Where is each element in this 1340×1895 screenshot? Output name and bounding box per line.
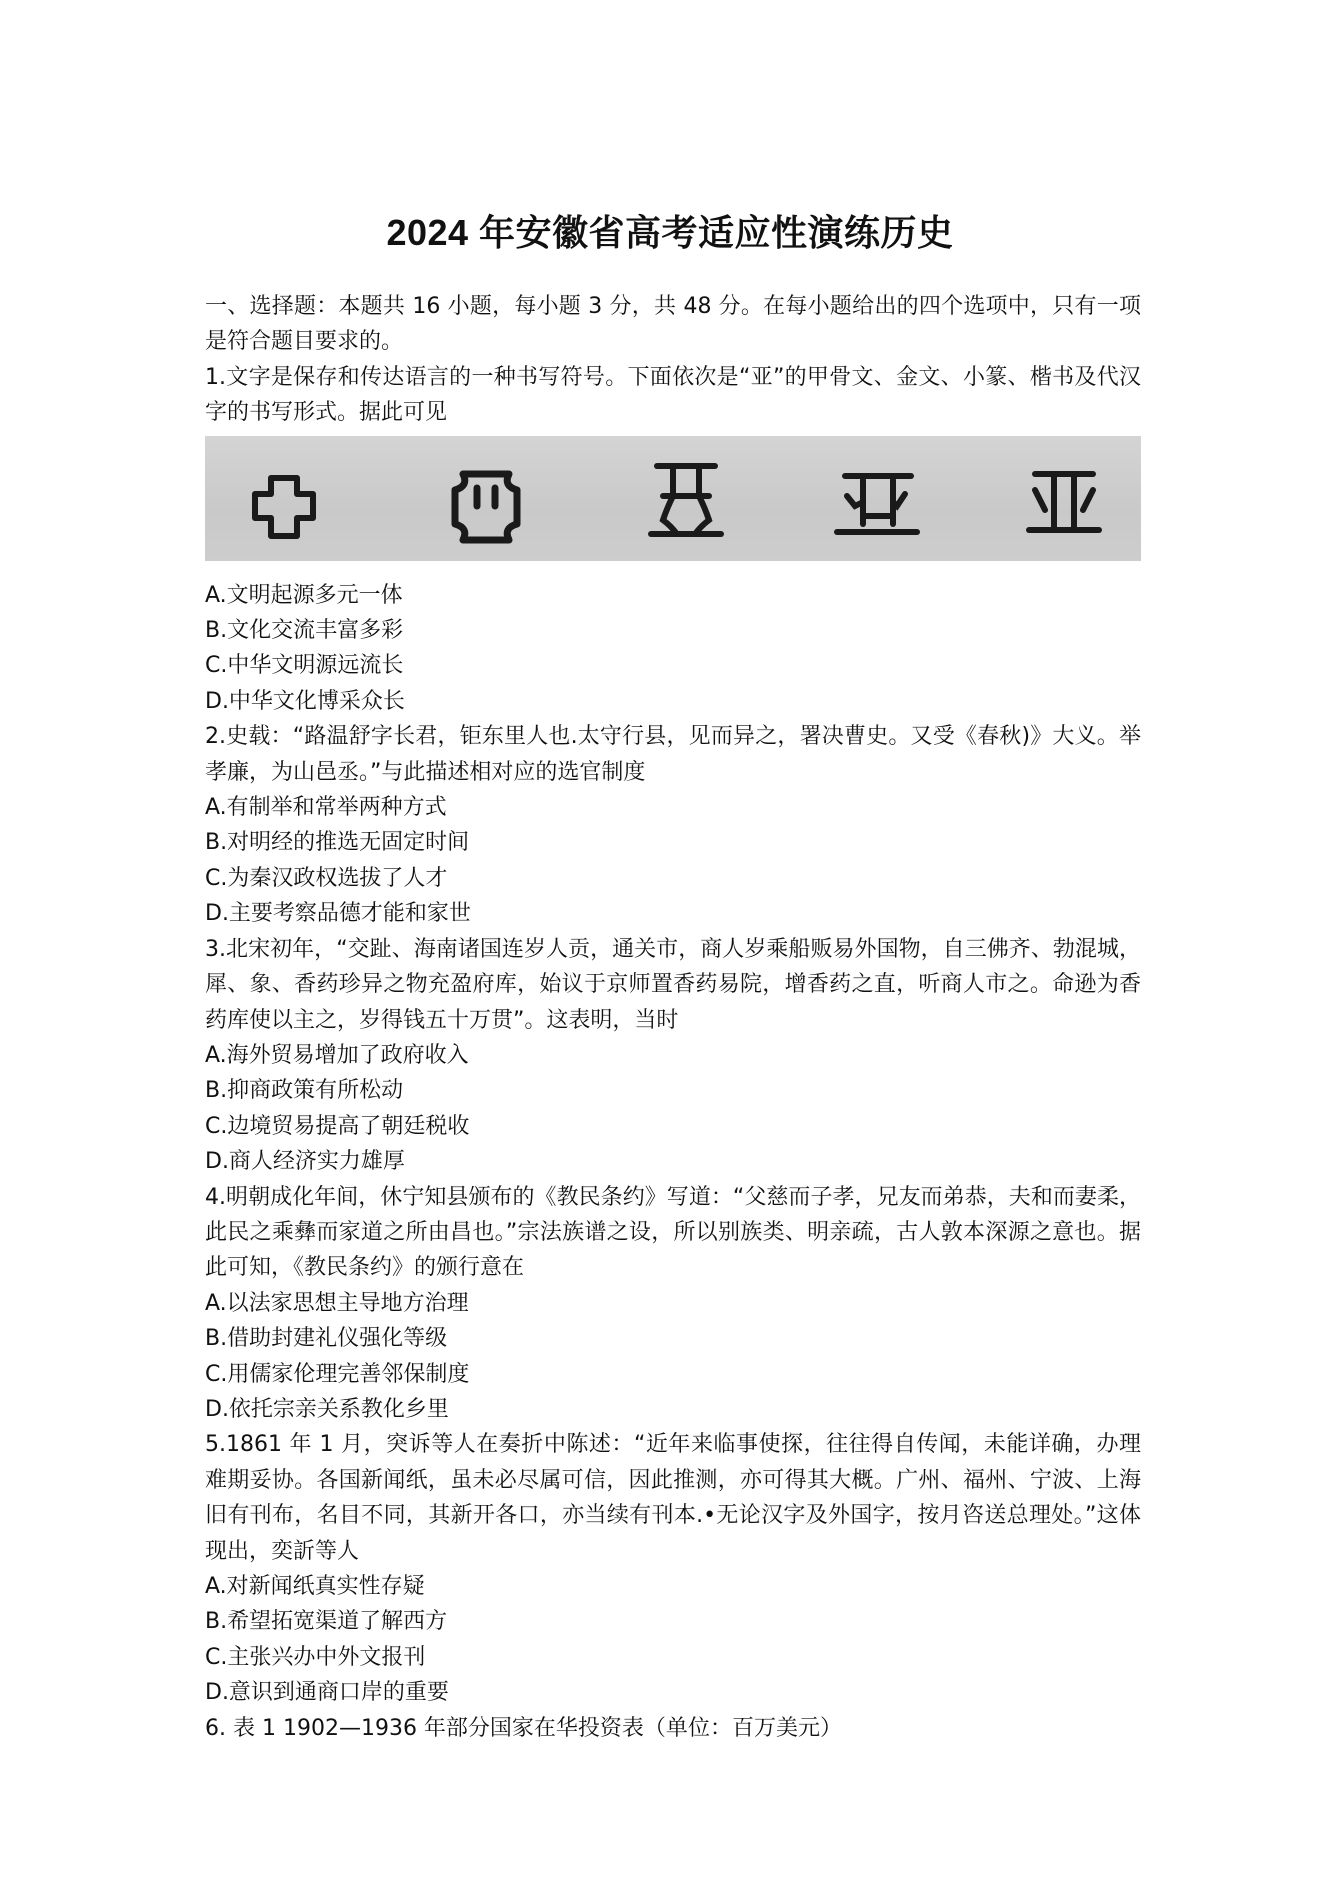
page-title: 2024 年安徽省高考适应性演练历史 bbox=[386, 212, 954, 253]
option-a: A.海外贸易增加了政府收入 bbox=[205, 1042, 469, 1068]
ya-glyph-strip bbox=[205, 436, 1141, 561]
option-c: C.主张兴办中外文报刊 bbox=[205, 1644, 426, 1670]
option-a: A.有制举和常举两种方式 bbox=[205, 795, 447, 821]
option-d: D.依托宗亲关系教化乡里 bbox=[205, 1396, 449, 1422]
option-b: B.文化交流丰富多彩 bbox=[205, 618, 404, 644]
option-b: B.抑商政策有所松动 bbox=[205, 1078, 404, 1104]
question-stem: 5.1861 年 1 月，突诉等人在奏折中陈述：“近年来临事使探，往往得自传闻，未能详确，办理难期妥协。各国新闻纸，虽未必尽属可信，因此推测，亦可得其大概。广州、福州、宁波、上海旧有刊布，名目不同，其新开各口，亦当续有刊本.•无论汉字及外国字，按月咨送总理处。”这体现出，奕訢等人 bbox=[205, 1432, 1141, 1564]
option-a: A.文明起源多元一体 bbox=[205, 582, 403, 608]
option-b: B.对明经的推选无固定时间 bbox=[205, 830, 470, 856]
question-3 bbox=[205, 932, 1141, 1180]
seal-ya-glyph bbox=[651, 466, 721, 534]
option-d: D.主要考察品德才能和家世 bbox=[205, 901, 471, 927]
option-c: C.为秦汉政权选拔了人才 bbox=[205, 865, 448, 891]
exam-content bbox=[205, 289, 1141, 1746]
question-6 bbox=[205, 1711, 1141, 1746]
option-c: C.用儒家伦理完善邻保制度 bbox=[205, 1361, 470, 1387]
question-stem: 3.北宋初年，“交趾、海南诸国连岁人贡，通关市，商人岁乘船贩易外国物，自三佛齐、勃混城，犀、象、香药珍异之物充盈府库，始议于京师置香药易院，增香药之直，听商人市之。命逊为香药库使以主之，岁得钱五十万贯”。这表明，当时 bbox=[205, 936, 1141, 1033]
bronze-ya-glyph bbox=[455, 474, 517, 540]
modern-ya-glyph bbox=[1029, 474, 1099, 530]
option-a: A.对新闻纸真实性存疑 bbox=[205, 1574, 425, 1599]
question-1 bbox=[205, 360, 1141, 719]
regular-ya-glyph bbox=[837, 476, 917, 532]
option-c: C.边境贸易提高了朝廷税收 bbox=[205, 1113, 470, 1139]
option-c: C.中华文明源远流长 bbox=[205, 653, 404, 679]
question-2 bbox=[205, 719, 1141, 931]
question-stem: 4.明朝成化年间，休宁知县颁布的《教民条约》写道：“父慈而子孝，兄友而弟恭，夫和而妻柔，此民之乘彝而家道之所由昌也。”宗法族谱之设，所以别族类、明亲疏，古人敦本深源之意也。据此可知，《教民条约》的颁行意在 bbox=[205, 1184, 1141, 1281]
option-a: A.以法家思想主导地方治理 bbox=[205, 1290, 469, 1316]
oracle-bone-ya-glyph bbox=[255, 478, 313, 536]
option-d: D.中华文化博采众长 bbox=[205, 688, 405, 714]
question-stem: 6. 表 1 1902—1936 年部分国家在华投资表（单位：百万美元） bbox=[205, 1715, 842, 1741]
question-stem: 2.史载：“路温舒字长君，钜东里人也.太守行县，见而异之，署决曹史。又受《春秋)》大义。举孝廉，为山邑丞。”与此描述相对应的选官制度 bbox=[205, 724, 1141, 785]
option-d: D.商人经济实力雄厚 bbox=[205, 1149, 405, 1175]
ya-evolution-figure bbox=[205, 436, 1141, 561]
section-heading: 一、选择题：本题共 16 小题，每小题 3 分，共 48 分。在每小题给出的四个选项中，只有一项是符合题目要求的。 bbox=[205, 294, 1141, 355]
option-d: D.意识到通商口岸的重要 bbox=[205, 1680, 449, 1706]
question-4 bbox=[205, 1180, 1141, 1428]
question-5 bbox=[205, 1427, 1141, 1710]
question-stem: 1.文字是保存和传达语言的一种书写符号。下面依次是“亚”的甲骨文、金文、小篆、楷书及代汉字的书写形式。据此可见 bbox=[205, 364, 1141, 426]
option-b: B.希望拓宽渠道了解西方 bbox=[205, 1609, 448, 1635]
option-b: B.借助封建礼仪强化等级 bbox=[205, 1326, 448, 1352]
